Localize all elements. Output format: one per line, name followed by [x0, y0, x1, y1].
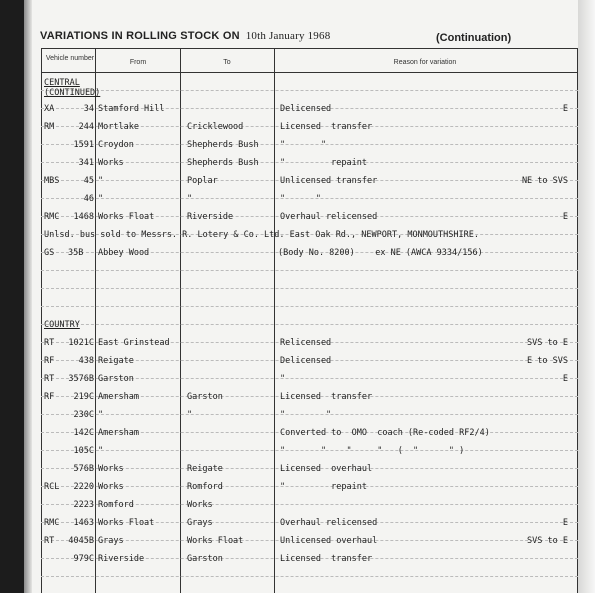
scan-shadow-left: [24, 0, 32, 593]
row-to: Garston: [187, 392, 223, 402]
row-class: RCL: [44, 482, 60, 492]
row-rule: [41, 288, 578, 289]
section-central-continued: (CONTINUED): [44, 88, 101, 98]
col-rule-1: [95, 48, 96, 593]
row-from: Amersham: [98, 428, 139, 438]
row-rule: [41, 90, 578, 91]
row-class: RF: [44, 356, 55, 366]
section-central: CENTRAL: [44, 78, 80, 88]
row-reason: Relicensed: [280, 338, 332, 348]
row-from: Amersham: [98, 392, 139, 402]
row-to: Romford: [187, 482, 223, 492]
row-reason: Overhaul relicensed: [280, 518, 378, 528]
gs-reason: (Body No. 8200) ex NE (AWCA 9334/156): [278, 248, 483, 258]
col-rule-3: [274, 48, 275, 593]
row-to: Riverside: [187, 212, 234, 222]
col-head-vehicle: Vehicle number: [45, 55, 95, 62]
gs-number: 35B: [68, 248, 84, 258]
row-reason: " ": [280, 410, 332, 420]
col-rule-0: [41, 48, 42, 593]
row-from: Mortlake: [98, 122, 139, 132]
row-number: 1021C: [68, 338, 94, 348]
row-remark: E to SVS: [527, 356, 568, 366]
row-reason: Licensed transfer: [280, 122, 373, 132]
row-from: ": [98, 410, 104, 420]
continuation-label: (Continuation): [436, 32, 512, 44]
row-reason: " repaint: [280, 158, 367, 168]
row-rule: [41, 306, 578, 307]
row-class: RF: [44, 392, 55, 402]
row-class: RMC: [44, 212, 60, 222]
row-to: Garston: [187, 554, 223, 564]
row-remark: E: [562, 104, 568, 114]
row-to: Cricklewood: [187, 122, 244, 132]
row-to: Works Float: [187, 536, 244, 546]
row-class: RT: [44, 338, 55, 348]
row-from: Works: [98, 482, 124, 492]
row-from: Riverside: [98, 554, 145, 564]
title-text: VARIATIONS IN ROLLING STOCK ON: [40, 30, 240, 42]
col-rule-2: [180, 48, 181, 593]
row-class: RMC: [44, 518, 60, 528]
col-head-to: To: [223, 59, 231, 66]
row-number: 438: [78, 356, 94, 366]
row-number: 142C: [73, 428, 94, 438]
row-class: RT: [44, 536, 55, 546]
row-to: Poplar: [187, 176, 218, 186]
row-reason: Converted to OMO coach (Re-coded RF2/4): [280, 428, 490, 438]
row-from: ": [98, 446, 104, 456]
gs-class: GS: [44, 248, 55, 258]
col-head-reason: Reason for variation: [393, 59, 457, 66]
row-to: ": [187, 194, 193, 204]
row-from: Croydon: [98, 140, 134, 150]
row-reason: " " " " ( " " ): [280, 446, 465, 456]
row-from: Stamford Hill: [98, 104, 165, 114]
scan-edge-left: [0, 0, 24, 593]
row-reason: Unlicensed transfer: [280, 176, 378, 186]
row-remark: E: [562, 212, 568, 222]
row-number: 34: [83, 104, 94, 114]
row-number: 979C: [73, 554, 94, 564]
scan-edge-right: [578, 0, 595, 593]
row-reason: ": [280, 374, 286, 384]
row-remark: E: [562, 374, 568, 384]
title-date: 10th January 1968: [245, 30, 331, 42]
row-class: MBS: [44, 176, 60, 186]
row-from: Works Float: [98, 518, 155, 528]
row-reason: " ": [280, 140, 327, 150]
row-from: Works: [98, 464, 124, 474]
row-class: XA: [44, 104, 55, 114]
row-number: 2220: [73, 482, 94, 492]
row-rule: [41, 270, 578, 271]
row-remark: SVS to E: [527, 536, 568, 546]
row-reason: Delicensed: [280, 356, 332, 366]
header-bottom-rule: [41, 72, 578, 73]
row-number: 46: [83, 194, 94, 204]
row-to: Shepherds Bush: [187, 158, 259, 168]
page-title: [40, 30, 330, 42]
row-reason: Licensed transfer: [280, 392, 373, 402]
row-from: Works Float: [98, 212, 155, 222]
row-number: 105C: [73, 446, 94, 456]
row-from: Reigate: [98, 356, 134, 366]
row-number: 45: [83, 176, 94, 186]
row-remark: SVS to E: [527, 338, 568, 348]
row-reason: Licensed overhaul: [280, 464, 373, 474]
section-country: COUNTRY: [44, 320, 80, 330]
row-to: Works: [187, 500, 213, 510]
row-rule: [41, 576, 578, 577]
row-number: 341: [78, 158, 94, 168]
row-reason: " ": [280, 194, 321, 204]
row-from: ": [98, 194, 104, 204]
gs-from: Abbey Wood: [98, 248, 150, 258]
row-number: 576B: [73, 464, 94, 474]
row-number: 2223: [73, 500, 94, 510]
row-reason: Overhaul relicensed: [280, 212, 378, 222]
col-head-from: From: [129, 59, 147, 66]
row-remark: NE to SVS: [521, 176, 568, 186]
row-number: 1463: [73, 518, 94, 528]
row-from: Garston: [98, 374, 134, 384]
row-number: 230C: [73, 410, 94, 420]
row-number: 1468: [73, 212, 94, 222]
row-reason: Licensed transfer: [280, 554, 373, 564]
row-to: Reigate: [187, 464, 223, 474]
row-reason: Delicensed: [280, 104, 332, 114]
row-from: Romford: [98, 500, 134, 510]
sale-note: Unlsd. bus sold to Messrs. R. Lotery & Co. Ltd. East Oak Rd., NEWPORT, MONMOUTHSHIRE.: [44, 230, 479, 240]
row-number: 4045B: [68, 536, 94, 546]
row-number: 3576B: [68, 374, 94, 384]
row-reason: " repaint: [280, 482, 367, 492]
table-top-rule: [41, 48, 578, 49]
row-rule: [41, 324, 578, 325]
row-number: 244: [78, 122, 94, 132]
row-from: ": [98, 176, 104, 186]
row-from: East Grinstead: [98, 338, 170, 348]
row-to: Grays: [187, 518, 213, 528]
row-class: RT: [44, 374, 55, 384]
row-from: Grays: [98, 536, 124, 546]
row-to: ": [187, 410, 193, 420]
row-number: 219C: [73, 392, 94, 402]
row-number: 1591: [73, 140, 94, 150]
row-to: Shepherds Bush: [187, 140, 259, 150]
row-reason: Unlicensed overhaul: [280, 536, 378, 546]
row-remark: E: [562, 518, 568, 528]
row-from: Works: [98, 158, 124, 168]
col-rule-4: [577, 48, 578, 593]
row-class: RM: [44, 122, 55, 132]
